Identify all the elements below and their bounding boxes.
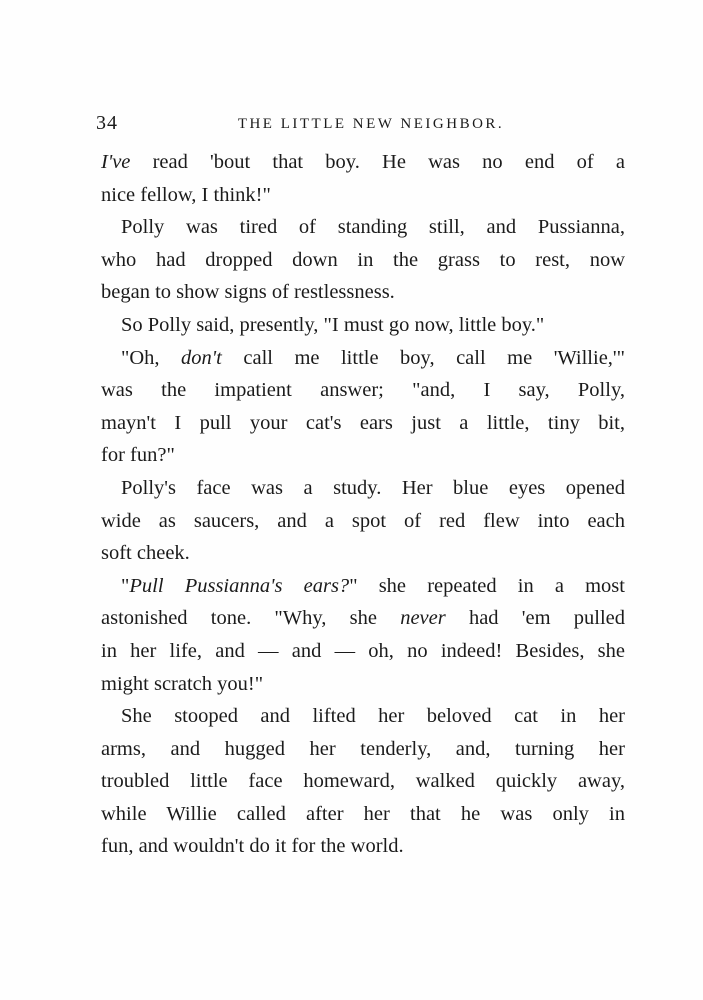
text-run: So Polly said, presently, "I must go now, little boy." [121, 313, 545, 336]
text-line-l04 [101, 244, 625, 277]
italic-text: don't [181, 346, 222, 369]
text-run: nice fellow, I think!" [101, 183, 271, 206]
text-line-l17 [101, 668, 625, 701]
text-run: "Oh, [121, 346, 182, 369]
page-header [96, 112, 626, 138]
text-line-l02 [101, 179, 625, 212]
text-run: had 'em pulled [445, 607, 625, 630]
text-run: in her life, and — and — oh, no indeed! Besides, she [101, 639, 625, 662]
text-run: arms, and hugged her tenderly, and, turning her [101, 737, 625, 760]
text-run: while Willie called after her that he was only in [101, 802, 625, 825]
text-run: read 'bout that boy. He was no end of a [130, 151, 625, 173]
text-line-l22 [101, 830, 625, 863]
text-run: soft cheek. [101, 542, 190, 565]
body-text [101, 146, 625, 863]
text-run: was the impatient answer; "and, I say, Polly, [101, 379, 625, 402]
text-line-l09 [101, 407, 625, 440]
text-run: mayn't I pull your cat's ears just a little, tiny bit, [101, 411, 625, 434]
text-run: fun, and wouldn't do it for the world. [101, 835, 404, 858]
text-line-l14 [101, 570, 625, 603]
italic-text: Pull Pussianna's ears? [129, 574, 350, 597]
text-run: troubled little face homeward, walked quickly away, [101, 770, 625, 793]
text-run: for fun?" [101, 444, 175, 467]
text-line-l16 [101, 635, 625, 668]
text-line-l19 [101, 733, 625, 766]
text-line-l21 [101, 798, 625, 831]
text-run: wide as saucers, and a spot of red flew into each [101, 509, 625, 532]
text-run: Polly was tired of standing still, and Pussianna, [121, 216, 625, 239]
text-run: " [121, 574, 130, 597]
text-line-l03 [101, 211, 625, 244]
text-run: call me little boy, call me 'Willie,'" [221, 346, 625, 369]
text-line-l12 [101, 505, 625, 538]
text-run: astonished tone. "Why, she [101, 607, 401, 630]
text-run: began to show signs of restlessness. [101, 281, 395, 304]
running-head: THE LITTLE NEW NEIGHBOR. [237, 116, 505, 132]
text-line-l08 [101, 374, 625, 407]
text-line-l10 [101, 439, 625, 472]
text-run: " she repeated in a most [349, 574, 625, 597]
text-line-l05 [101, 276, 625, 309]
text-line-l07 [101, 342, 625, 375]
italic-text: I've [101, 151, 131, 173]
italic-text: never [400, 607, 446, 630]
text-line-l18 [101, 700, 625, 733]
text-line-l13 [101, 537, 625, 570]
text-line-l11 [101, 472, 625, 505]
text-run: might scratch you!" [101, 672, 264, 695]
page-number: 34 [96, 112, 118, 134]
text-line-l20 [101, 765, 625, 798]
text-line-l01 [101, 146, 625, 179]
text-line-l06 [101, 309, 625, 342]
text-line-l15 [101, 602, 625, 635]
text-run: who had dropped down in the grass to rest, now [101, 248, 625, 271]
text-run: Polly's face was a study. Her blue eyes opened [121, 476, 625, 499]
text-run: She stooped and lifted her beloved cat in her [121, 705, 625, 728]
